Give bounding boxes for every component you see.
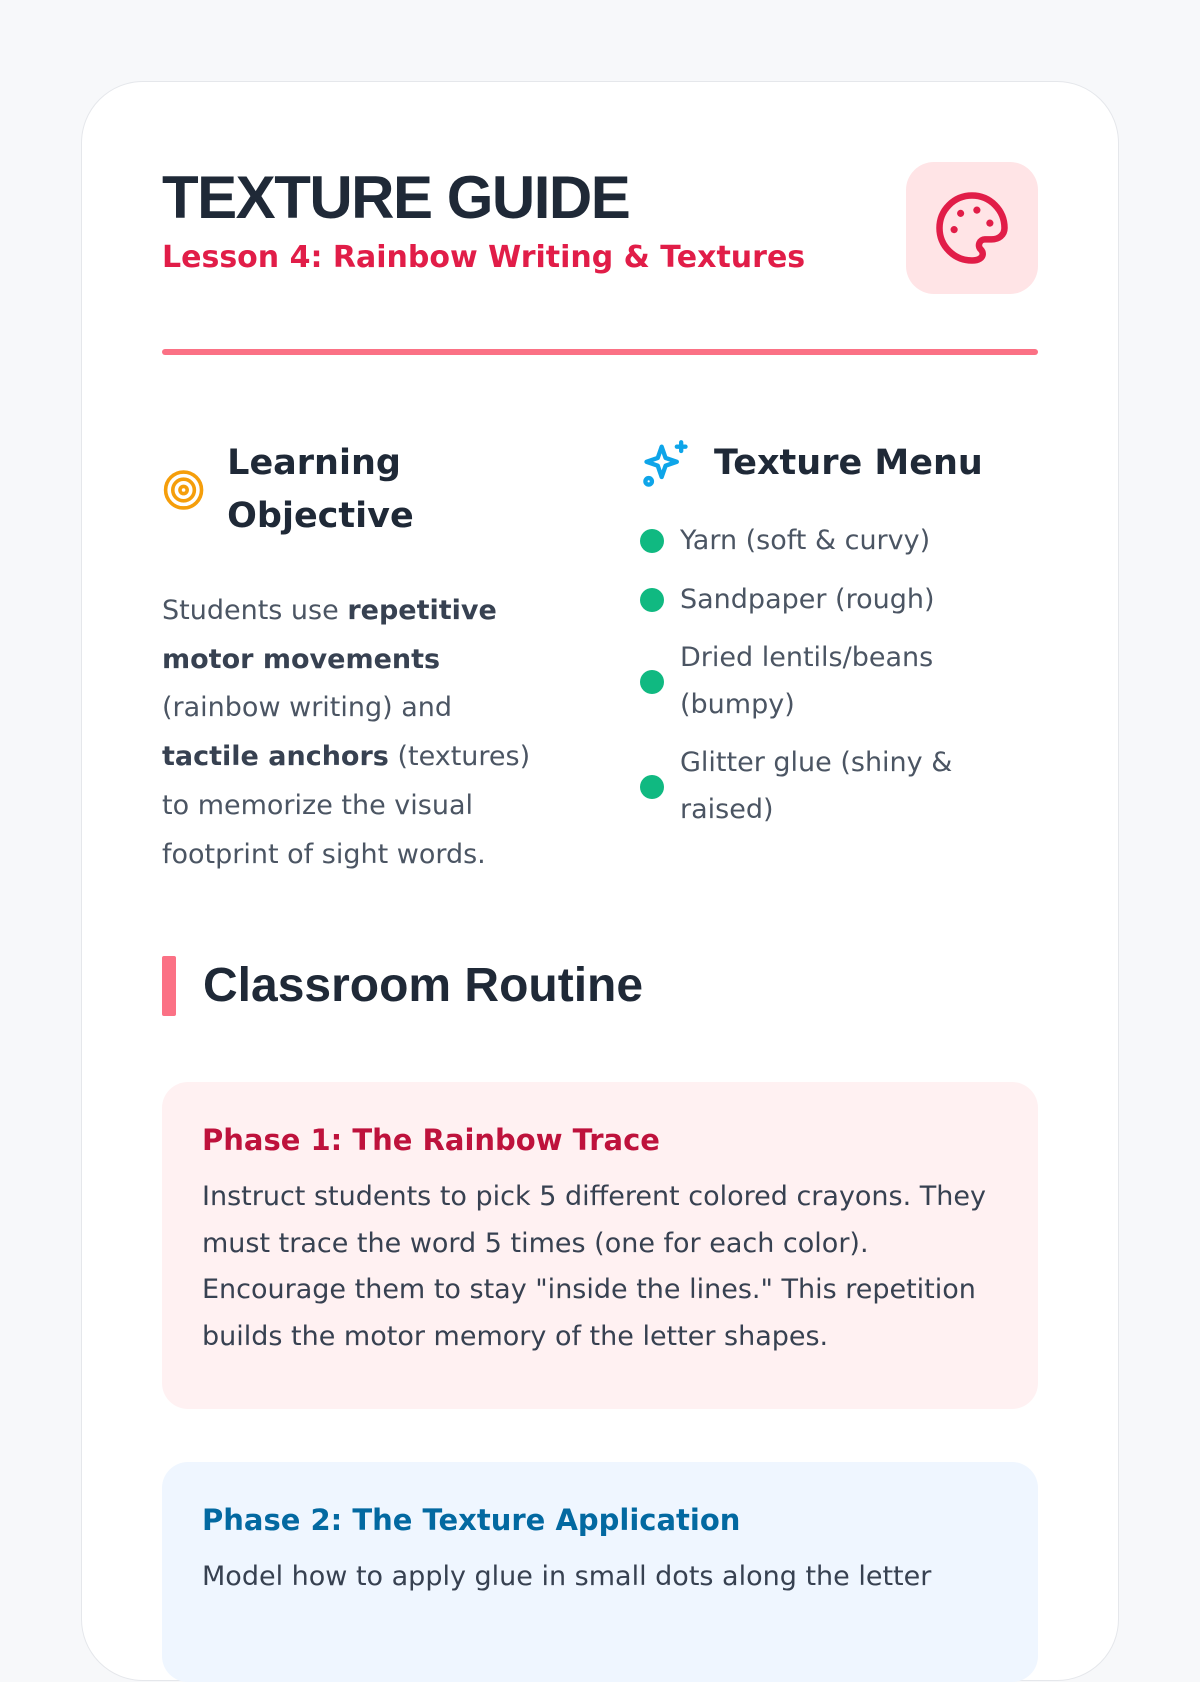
- palette-badge: [906, 162, 1038, 294]
- texture-menu-heading: Texture Menu: [714, 443, 983, 483]
- phase-body: Instruct students to pick 5 different colored crayons. They must trace the word 5 times (one for each color). Encourage them to stay "inside the lines." This repetition builds the motor memory of the letter shapes.: [202, 1181, 986, 1352]
- objective-header: [162, 437, 562, 543]
- objective-text: [162, 587, 554, 879]
- texture-item-label: Glitter glue (shiny & raised): [680, 747, 953, 825]
- guide-header: [162, 162, 1038, 352]
- objective-segment: (rainbow writing) and: [162, 692, 453, 724]
- lesson-subtitle: Lesson 4: Rainbow Writing & Textures: [162, 240, 806, 275]
- objective-segment: (textures) to memorize the visual footprint of sight words.: [162, 741, 531, 870]
- objective-segment: Students use: [162, 595, 348, 626]
- accent-bar: [162, 956, 176, 1016]
- target-icon: [162, 466, 205, 514]
- objective-emphasis: repetitive motor movements: [162, 595, 497, 675]
- phase-title: Phase 1: The Rainbow Trace: [202, 1123, 660, 1157]
- texture-item-label: Yarn (soft & curvy): [680, 525, 931, 556]
- list-item: [640, 740, 1040, 833]
- bullet-dot: [640, 588, 664, 612]
- texture-menu-section: [640, 437, 1040, 845]
- texture-menu-header: [640, 437, 1040, 490]
- palette-icon: [933, 189, 1011, 267]
- page-title: TEXTURE GUIDE: [162, 164, 630, 231]
- objective-heading: Learning Objective: [227, 443, 414, 536]
- sparkles-icon: [640, 438, 692, 490]
- header-divider: [162, 349, 1038, 355]
- phase-title: Phase 2: The Texture Application: [202, 1503, 741, 1537]
- list-item: [640, 518, 1040, 565]
- learning-objective-section: [162, 437, 562, 879]
- phase-body: Model how to apply glue in small dots along the letter: [202, 1561, 932, 1592]
- objective-emphasis: tactile anchors: [162, 741, 389, 773]
- phase-card: [162, 1462, 1038, 1682]
- bullet-dot: [640, 529, 664, 553]
- list-item: [640, 577, 1040, 624]
- texture-item-label: Sandpaper (rough): [680, 583, 935, 615]
- routine-heading: Classroom Routine: [203, 959, 644, 1012]
- bullet-dot: [640, 670, 664, 694]
- texture-item-label: Dried lentils/beans (bumpy): [680, 642, 934, 720]
- phase-card: [162, 1082, 1038, 1409]
- list-item: [640, 635, 1040, 728]
- classroom-routine-header: [162, 956, 643, 1016]
- bullet-dot: [640, 775, 664, 799]
- texture-list: [640, 518, 1040, 833]
